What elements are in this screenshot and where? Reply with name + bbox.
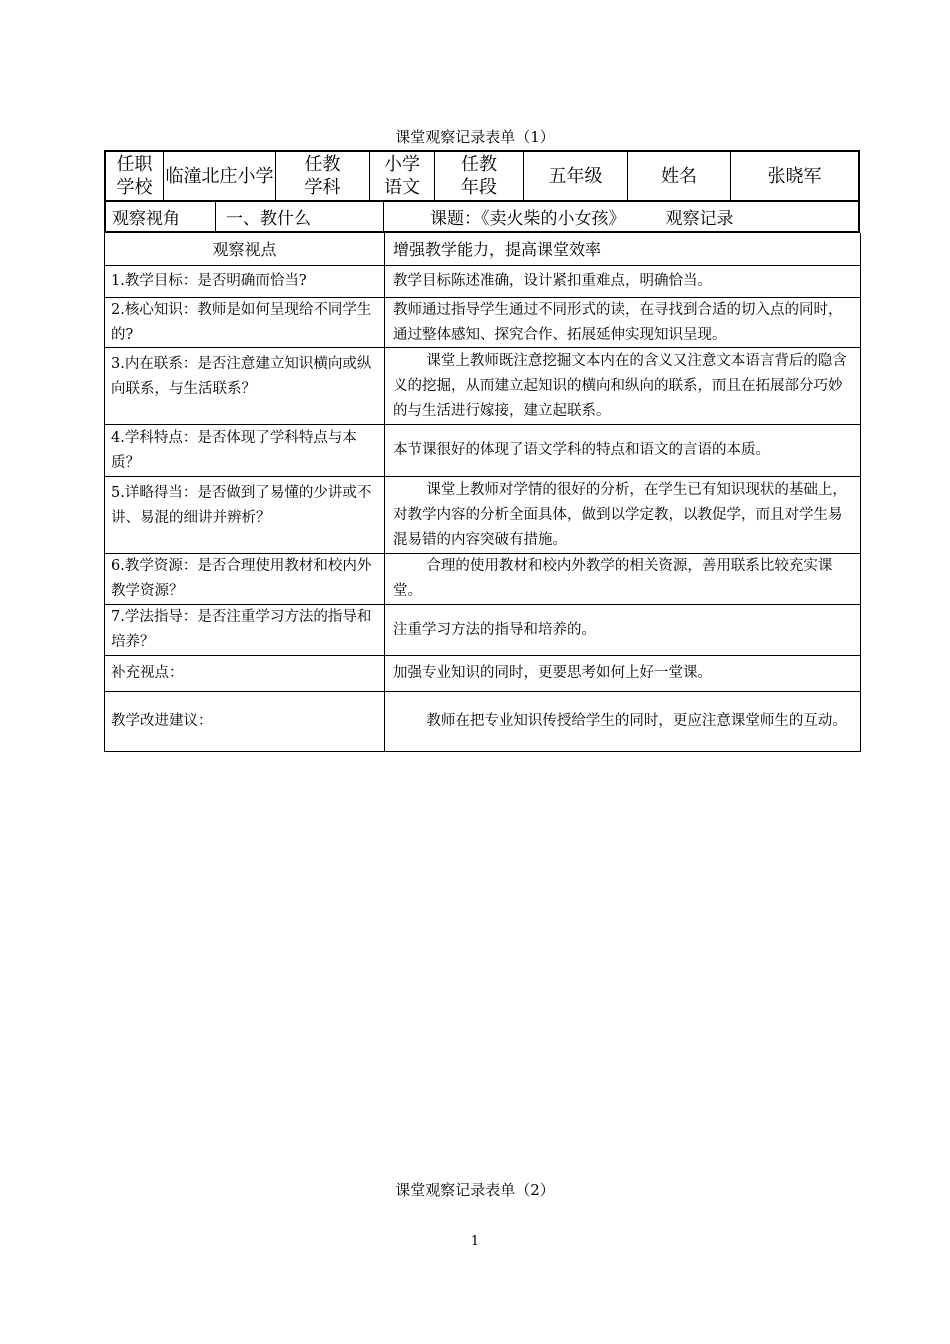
- record-cell: 加强专业知识的同时，更要思考如何上好一堂课。: [393, 665, 712, 681]
- table-header-row: [105, 233, 860, 265]
- grade-value: 五年级: [524, 152, 628, 200]
- point-cell: 1.教学目标：是否明确而恰当?: [105, 266, 385, 297]
- col-header-point: 观察视点: [105, 233, 385, 265]
- record-label: 观察记录: [665, 209, 734, 229]
- table-row: [105, 553, 860, 604]
- info-header-row: [104, 150, 860, 202]
- point-cell: 6.教学资源：是否合理使用教材和校内外教学资源？: [105, 554, 385, 604]
- topic-row: [104, 202, 860, 233]
- record-cell: 教师通过指导学生通过不同形式的读，在寻找到合适的切入点的同时，通过整体感知、探究合作、拓展延伸实现知识呈现。: [393, 301, 843, 343]
- grade-label: 任教年段: [435, 152, 524, 200]
- table-row: [105, 604, 860, 655]
- next-form-title: 课堂观察记录表单（2）: [395, 1181, 555, 1199]
- point-cell: 4.学科特点：是否体现了学科特点与本质？: [105, 425, 385, 476]
- point-cell: 5.详略得当：是否做到了易懂的少讲或不讲、易混的细讲并辨析？: [105, 477, 385, 553]
- page-number: 1: [470, 1234, 480, 1249]
- record-cell: 教学目标陈述准确，设计紧扣重难点，明确恰当。: [393, 273, 712, 289]
- subject-label: 任教学科: [276, 152, 370, 200]
- record-cell: 教师在把专业知识传授给学生的同时，更应注意课堂师生的互动。: [426, 713, 847, 729]
- table-row: [105, 424, 860, 476]
- table-row: [105, 691, 860, 751]
- point-cell: 3.内在联系：是否注意建立知识横向或纵向联系，与生活联系？: [105, 348, 385, 424]
- table-row: [105, 655, 860, 691]
- table-row: [105, 265, 860, 297]
- name-label: 姓名: [628, 152, 731, 200]
- name-value: 张晓军: [767, 165, 822, 187]
- school-value: 临潼北庄小学: [164, 152, 276, 200]
- school-label: 任职学校: [106, 152, 164, 200]
- col-header-record: 增强教学能力，提高课堂效率: [393, 239, 602, 259]
- record-cell: 本节课很好的体现了语文学科的特点和语文的言语的本质。: [393, 442, 770, 458]
- point-cell: 7.学法指导：是否注重学习方法的指导和培养？: [105, 605, 385, 655]
- point-cell: 教学改进建议：: [105, 692, 385, 751]
- table-row: [105, 347, 860, 424]
- point-cell: 补充视点：: [105, 656, 385, 691]
- record-cell: 合理的使用教材和校内外教学的相关资源，善用联系比较充实课堂。: [393, 558, 833, 599]
- observation-table: [104, 233, 861, 752]
- angle-value: 一、教什么: [216, 202, 384, 231]
- table-row: [105, 297, 860, 347]
- record-cell: 课堂上教师既注意挖掘文本内在的含义又注意文本语言背后的隐含义的挖掘，从而建立起知识的横向和纵向的联系，而且在拓展部分巧妙的与生活进行嫁接，建立起联系。: [393, 352, 847, 419]
- record-cell: 课堂上教师对学情的很好的分析，在学生已有知识现状的基础上，对教学内容的分析全面具体，做到以学定教，以教促学，而且对学生易混易错的内容突破有措施。: [393, 481, 847, 548]
- table-row: [105, 476, 860, 553]
- lesson-topic: 课题：《卖火柴的小女孩》: [430, 209, 626, 229]
- subject-value: 小学语文: [370, 152, 435, 200]
- angle-label: 观察视角: [106, 202, 216, 231]
- form-title: 课堂观察记录表单（1）: [395, 128, 555, 146]
- point-cell: 2.核心知识：教师是如何呈现给不同学生的?: [105, 298, 385, 347]
- record-cell: 注重学习方法的指导和培养的。: [393, 621, 596, 638]
